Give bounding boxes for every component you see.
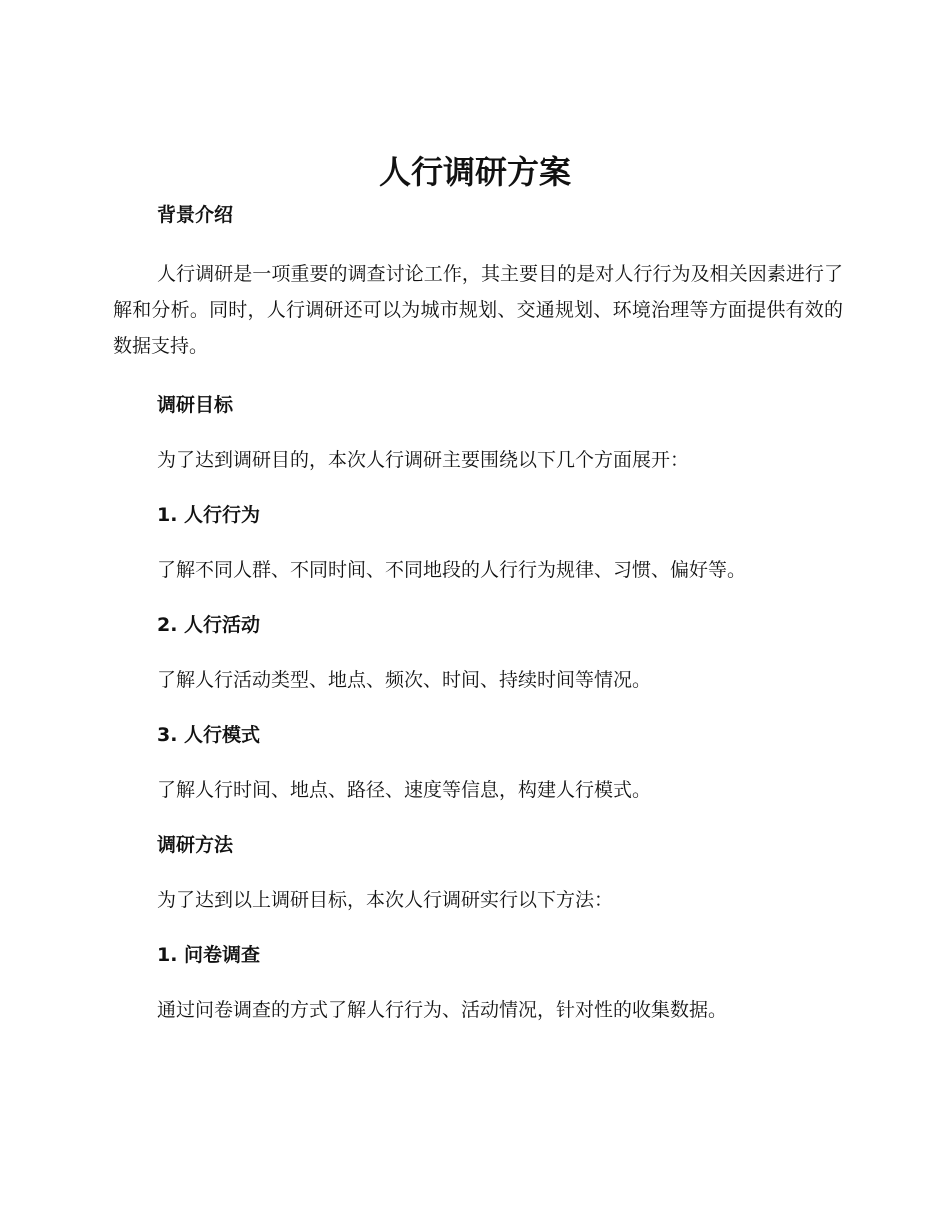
method-item-heading: 1. 问卷调查 — [157, 944, 261, 966]
method-item-text: 通过问卷调查的方式了解人行行为、活动情况，针对性的收集数据。 — [157, 999, 728, 1021]
section-heading-methods: 调研方法 — [157, 834, 234, 856]
goal-item-heading: 3. 人行模式 — [157, 724, 261, 746]
goal-item-text: 了解人行活动类型、地点、频次、时间、持续时间等情况。 — [157, 669, 652, 691]
document-body — [113, 200, 843, 1025]
goals-intro: 为了达到调研目的，本次人行调研主要围绕以下几个方面展开： — [157, 449, 690, 471]
goal-item-heading: 1. 人行行为 — [157, 504, 261, 526]
section-heading-background: 背景介绍 — [157, 204, 234, 226]
goal-item-text: 了解人行时间、地点、路径、速度等信息，构建人行模式。 — [157, 779, 652, 801]
goal-item-text: 了解不同人群、不同时间、不同地段的人行行为规律、习惯、偏好等。 — [157, 559, 747, 581]
section-heading-goals: 调研目标 — [157, 394, 234, 416]
goal-item-heading: 2. 人行活动 — [157, 614, 261, 636]
document-title: 人行调研方案 — [378, 153, 571, 191]
background-paragraph: 人行调研是一项重要的调查讨论工作，其主要目的是对人行行为及相关因素进行了解和分析。同时，人行调研还可以为城市规划、交通规划、环境治理等方面提供有效的数据支持。 — [113, 263, 843, 357]
methods-intro: 为了达到以上调研目标，本次人行调研实行以下方法： — [157, 889, 614, 911]
